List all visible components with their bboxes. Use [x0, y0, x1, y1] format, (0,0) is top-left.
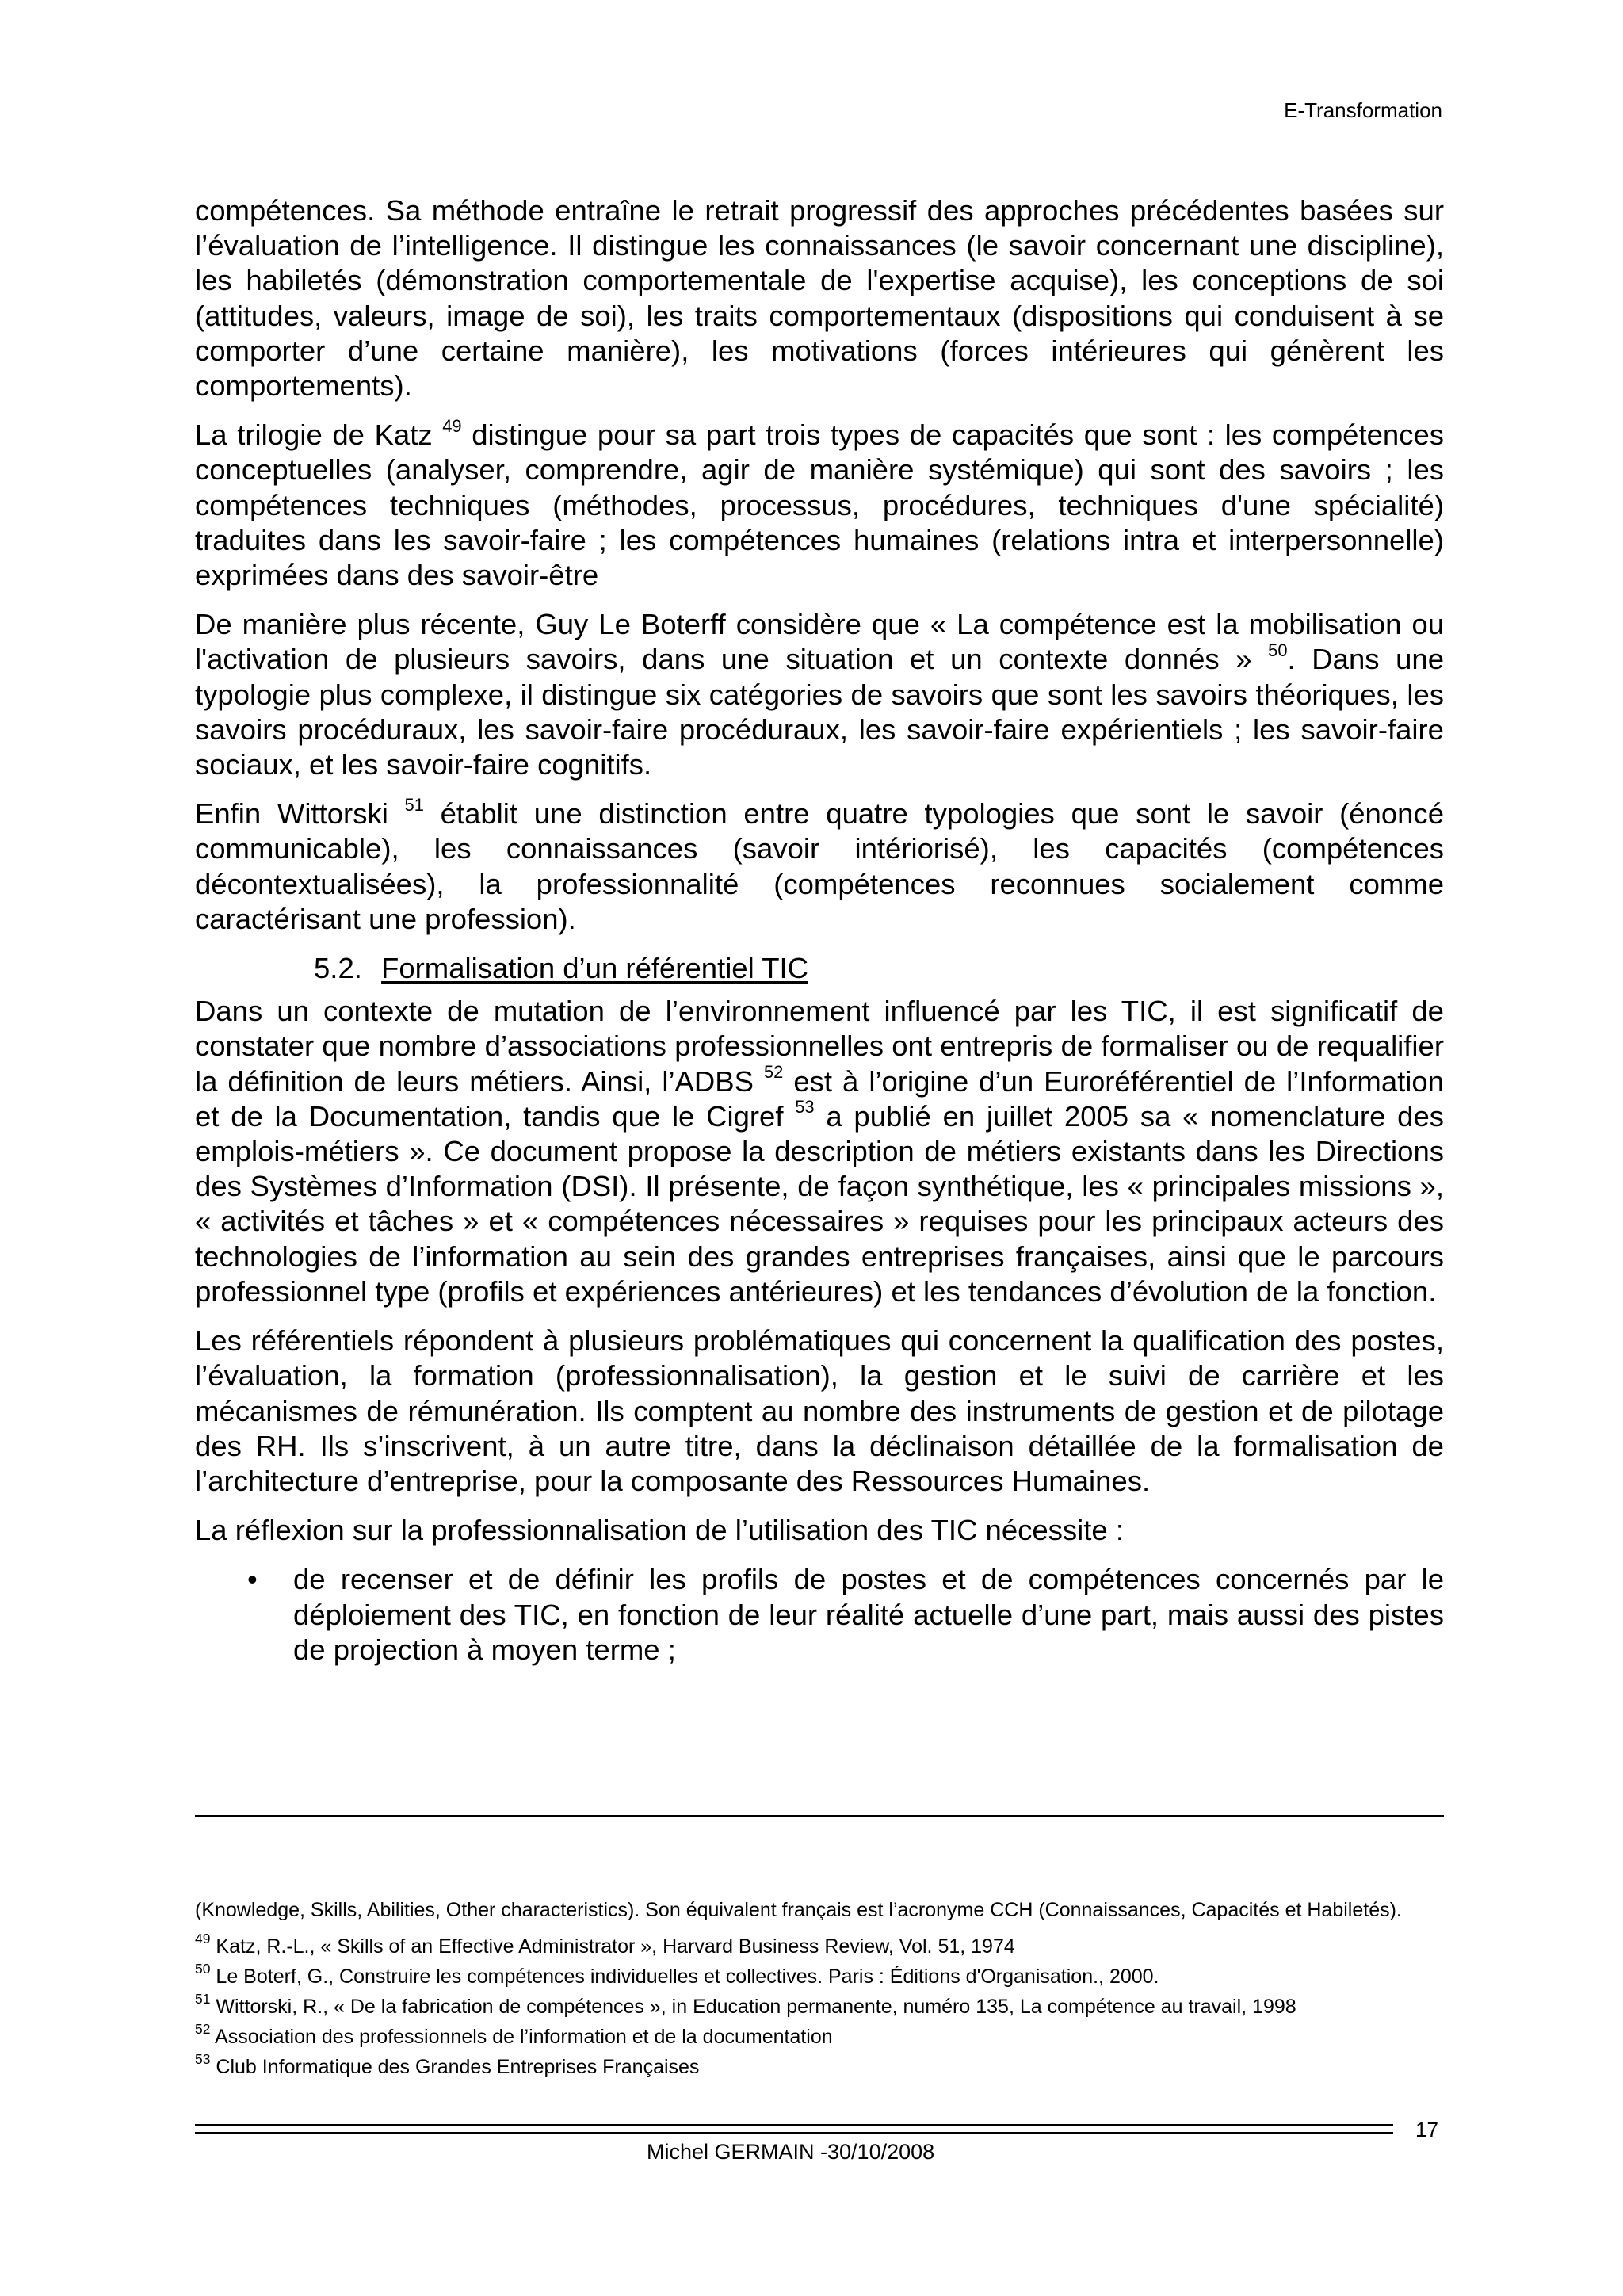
paragraph-text: Les référentiels répondent à plusieurs problématiques qui concernent la qualification des postes, l’évaluation, la formation (professionnalisation), la gestion et le suivi de carrière et les mécanismes de rémunération. Ils comptent au nombre des instruments de gestion et de pilotage des RH. Ils s’inscrivent, à un autre titre, dans la déclinaison détaillée de la formalisation de l’architecture d’entreprise, pour la composante des Ressources Humaines.	[195, 1324, 1444, 1497]
footer-rule-thin	[195, 2132, 1393, 2134]
footer-rule-thick	[195, 2124, 1393, 2126]
footnote	[195, 1931, 1444, 1959]
paragraph-text: La réflexion sur la professionnalisation de l’utilisation des TIC nécessite :	[195, 1514, 1125, 1547]
footnote	[195, 1961, 1444, 1989]
bullet-marker: •	[247, 1563, 258, 1596]
paragraph-text: La trilogie de Katz	[195, 418, 443, 452]
bullet-item	[195, 1562, 1444, 1668]
footnote-number: 49	[195, 1931, 211, 1947]
footnote-number: 53	[195, 2051, 211, 2068]
footnote-number: 51	[195, 1991, 211, 2008]
footnote-list	[195, 1931, 1444, 2080]
paragraph-text: Dans un contexte de mutation de l’environnement influencé par les TIC, il est significatif de constater que nombre d’associations professionnelles ont entrepris de formaliser ou de requalifier la définition de leurs métiers. Ainsi, l’ADBS	[195, 995, 1444, 1098]
footnote-ref: 52	[763, 1062, 784, 1083]
paragraph-text: De manière plus récente, Guy Le Boterff considère que « La compétence est la mobilisation ou l'activation de plusieurs savoirs, dans une situation et un contexte donnés »	[195, 608, 1444, 676]
footnote-text: Wittorski, R., « De la fabrication de compétences », in Education permanente, numéro 135, La compétence au travail, 1998	[210, 1996, 1296, 2018]
paragraph-text: Enfin Wittorski	[195, 797, 405, 831]
paragraph-group-1	[195, 193, 1444, 937]
paragraph	[195, 415, 1444, 593]
footnote	[195, 1991, 1444, 2019]
section-title: Formalisation d’un référentiel TIC	[381, 952, 808, 985]
footnote-ref: 50	[1268, 640, 1288, 660]
paragraph-text: compétences. Sa méthode entraîne le retrait progressif des approches précédentes basées sur l’évaluation de l’intelligence. Il distingue les connaissances (le savoir concernant une discipline), les habiletés (démonstration comportementale de l'expertise acquise), les conceptions de soi (attitudes, valeurs, image de soi), les traits comportementaux (dispositions qui conduisent à se comporter d’une certaine manière), les motivations (forces intérieures qui génèrent les comportements).	[195, 194, 1444, 403]
footnote-ref: 53	[795, 1097, 815, 1117]
footnote-text: Club Informatique des Grandes Entreprises Françaises	[210, 2056, 700, 2078]
footnote-text: Le Boterf, G., Construire les compétences individuelles et collectives. Paris : Éditions d'Organisation., 2000.	[210, 1966, 1159, 1988]
paragraph-text: distingue pour sa part trois types de capacités que sont : les compétences conceptuelles (analyser, comprendre, agir de manière systémique) qui sont des savoirs ; les compétences techniques (méthodes, processus, procédures, techniques d'une spécialité) traduites dans les savoir-faire ; les compétences humaines (relations intra et interpersonnelle) exprimées dans des savoir-être	[195, 418, 1444, 592]
paragraph	[195, 607, 1444, 782]
running-header: E-Transformation	[1284, 98, 1442, 122]
footnote	[195, 2051, 1444, 2080]
paragraph	[195, 994, 1444, 1309]
paragraph-text: . Dans une typologie plus complexe, il distingue six catégories de savoirs que sont les savoirs théoriques, les savoirs procéduraux, les savoir-faire procéduraux, les savoir-faire expérientiels ; les savoir-faire sociaux, et les savoir-faire cognitifs.	[195, 643, 1445, 781]
footnotes	[195, 1897, 1444, 2084]
bullet-list	[195, 1562, 1444, 1668]
footnote-separator	[195, 1815, 1444, 1817]
footnote-text: Association des professionnels de l’information et de la documentation	[210, 2026, 833, 2048]
paragraph	[195, 1324, 1444, 1499]
footnote-continuation: (Knowledge, Skills, Abilities, Other characteristics). Son équivalent français est l’acronyme CCH (Connaissances, Capacités et Habiletés).	[195, 1899, 1402, 1921]
footnote-ref: 49	[442, 415, 462, 436]
footnote-number: 52	[195, 2021, 211, 2038]
footnote	[195, 2021, 1444, 2050]
paragraph-text: est à l’origine d’un Euroréférentiel de l’Information et de la Documentation, tandis que le Cigref	[195, 1064, 1444, 1133]
footnote-ref: 51	[404, 794, 424, 815]
bullet-text: de recenser et de définir les profils de postes et de compétences concernés par le déploiement des TIC, en fonction de leur réalité actuelle d’une part, mais aussi des pistes de projection à moyen terme ;	[293, 1563, 1444, 1666]
paragraph-text: établit une distinction entre quatre typologies que sont le savoir (énoncé communicable), les connaissances (savoir intériorisé), les capacités (compétences décontextualisées), la professionnalité (compétences reconnues socialement comme caractérisant une profession).	[195, 797, 1445, 935]
paragraph	[195, 794, 1445, 937]
section-heading	[195, 951, 1444, 986]
footnote-text: Katz, R.-L., « Skills of an Effective Administrator », Harvard Business Review, Vol. 51, 1974	[210, 1935, 1015, 1958]
paragraph	[195, 1513, 1444, 1548]
section-number: 5.2.	[314, 952, 362, 985]
footer-author-date: Michel GERMAIN -30/10/2008	[647, 2140, 935, 2164]
paragraph-group-2	[195, 994, 1444, 1548]
body-text	[195, 193, 1444, 1668]
paragraph-text: a publié en juillet 2005 sa « nomenclature des emplois-métiers ». Ce document propose la description de métiers existants dans les Directions des Systèmes d’Information (DSI). Il présente, de façon synthétique, les « principales missions », « activités et tâches » et « compétences nécessaires » requises pour les principaux acteurs des technologies de l’information au sein des grandes entreprises françaises, ainsi que le parcours professionnel type (profils et expériences antérieures) et les tendances d’évolution de la fonction.	[195, 1099, 1444, 1308]
footnote-number: 50	[195, 1961, 211, 1977]
page-number: 17	[1415, 2118, 1438, 2141]
paragraph	[195, 193, 1444, 403]
